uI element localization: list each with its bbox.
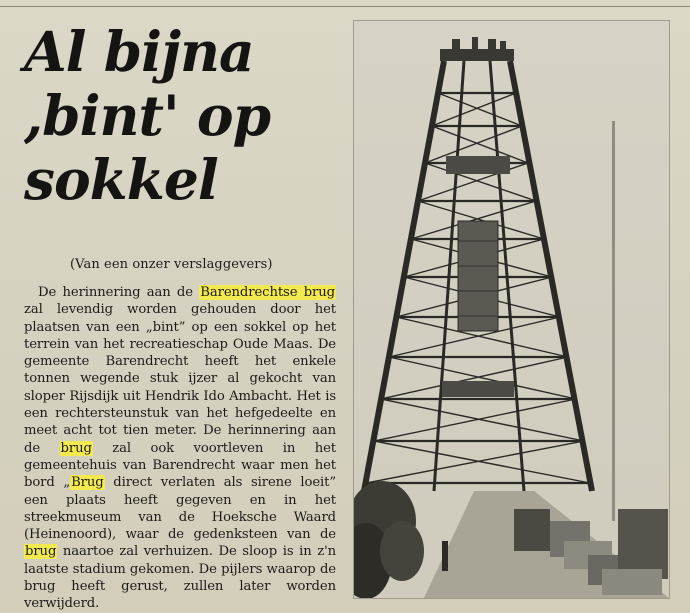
lamp-pole (612, 121, 615, 521)
article-text-5: naartoe zal verhuizen. De sloop is in z'n laatste stadium gekomen. De pijlers waarop de brug heeft gerust, zullen later worden verwijderd. (24, 544, 336, 612)
bridge-tower-photo (353, 20, 670, 599)
article-text-1: De herinnering aan de (38, 285, 200, 300)
headline (24, 20, 344, 212)
search-highlight-4: brug (25, 544, 57, 560)
article-text-4: direct verlaten als sirene loeit” een plaats heeft gegeven en in het streekmuseum van de Hoeksche Waard (Heinenoord), waar de gedenksteen van de (24, 475, 336, 543)
article-paragraph (24, 284, 336, 613)
headline-line-2: ,bint' op (24, 83, 271, 148)
bridge-tower-image (354, 21, 669, 598)
search-highlight-2: brug (60, 440, 92, 456)
headline-line-3: sokkel (24, 147, 218, 212)
article-text-3: zal ook voortleven in het gemeentehuis van Barendrecht waar men het bord „ (24, 440, 336, 491)
byline: (Van een onzer verslaggevers) (70, 257, 273, 272)
search-highlight-3: Brug (71, 475, 104, 491)
top-rule (0, 0, 690, 10)
divider-line (0, 6, 690, 7)
headline-line-1: Al bijna (24, 19, 254, 84)
article-text-2: zal levendig worden gehouden door het plaatsen van een „bint” op een sokkel op het terrein van het recreatieschap Oude Maas. De gemeente Barendrecht heeft het enkele tonnen wegende stuk ijzer al gekocht van sloper Rijsdijk uit Hendrik Ido Ambacht. Het is een rechtersteunstuk van het hefgedeelte en meet acht tot tien meter. De herinnering aan de (24, 302, 336, 456)
article-body (24, 284, 336, 613)
search-highlight-1: Barendrechtse brug (200, 285, 335, 300)
